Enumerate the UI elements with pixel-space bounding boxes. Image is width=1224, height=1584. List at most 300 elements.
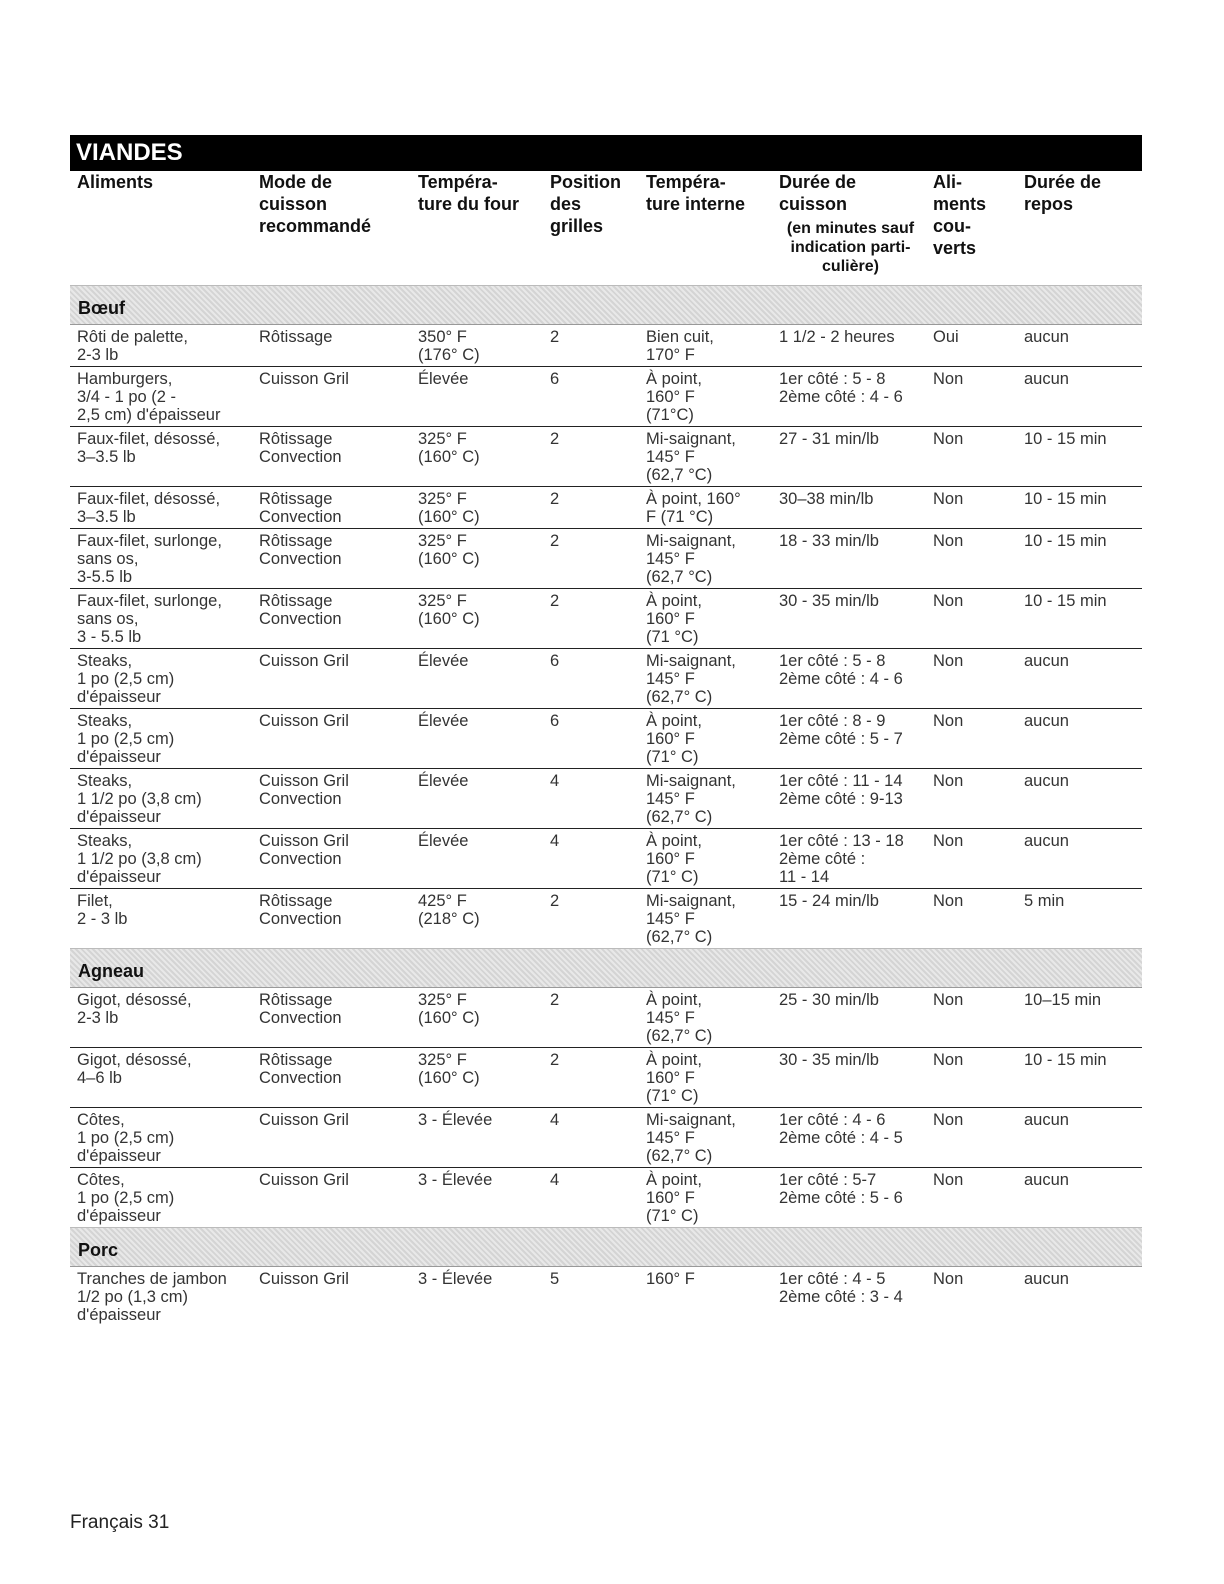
table-cell (411, 367, 543, 427)
cell-line: 4 (550, 832, 560, 850)
cell-line: 325° F (418, 490, 467, 508)
table-title: VIANDES (70, 135, 1142, 171)
cell-line: 160° F (646, 850, 695, 868)
cell-line: 4 (550, 1171, 560, 1189)
cell-line: À point, (646, 1051, 702, 1069)
table-cell (543, 427, 639, 487)
cell-line: Mi-saignant, (646, 892, 736, 910)
cell-line: 1 po (2,5 cm) (77, 730, 175, 748)
cell-line: Non (933, 490, 964, 508)
cell-line: Convection (259, 550, 342, 568)
cell-line: Faux-filet, surlonge, (77, 592, 222, 610)
table-cell (543, 1108, 639, 1168)
cell-line: 10 - 15 min (1024, 592, 1107, 610)
cell-line: 1/2 po (1,3 cm) (77, 1288, 188, 1306)
cell-line: (62,7° C) (646, 1027, 713, 1045)
table-cell (70, 1168, 252, 1228)
cell-line: (160° C) (418, 448, 480, 466)
table-cell (1017, 367, 1142, 427)
section-title: Agneau (70, 948, 1142, 988)
cell-line: 2 (550, 592, 560, 610)
cell-line: Steaks, (77, 772, 133, 790)
column-header-line: cuisson (779, 194, 848, 214)
table-cell (70, 589, 252, 649)
table-cell (252, 649, 411, 709)
table-cell (411, 829, 543, 889)
table-cell (411, 589, 543, 649)
table-cell (1017, 709, 1142, 769)
cell-line: 3-5.5 lb (77, 568, 133, 586)
column-header-line: Durée de (779, 172, 857, 192)
cell-line: 2ème côté : 4 - 5 (779, 1129, 903, 1147)
cell-line: Côtes, (77, 1111, 125, 1129)
table-cell (926, 325, 1017, 367)
table-cell (70, 367, 252, 427)
cell-line: 1 po (2,5 cm) (77, 1189, 175, 1207)
cell-line: 1er côté : 8 - 9 (779, 712, 886, 730)
cell-line: À point, (646, 592, 702, 610)
table-cell (926, 988, 1017, 1048)
column-header (639, 171, 772, 285)
cell-line: 2 (550, 532, 560, 550)
cell-line: (71°C) (646, 406, 694, 424)
column-header (772, 171, 926, 285)
cell-line: d'épaisseur (77, 748, 161, 766)
cell-line: F (71 °C) (646, 508, 714, 526)
cell-line: 1er côté : 11 - 14 (779, 772, 903, 790)
table-cell (1017, 1048, 1142, 1108)
cell-line: Convection (259, 1069, 342, 1087)
table-cell (772, 988, 926, 1048)
table-cell (543, 1168, 639, 1228)
table-cell (772, 709, 926, 769)
cell-line: 325° F (418, 532, 467, 550)
cell-line: 4–6 lb (77, 1069, 122, 1087)
table-cell (70, 427, 252, 487)
cell-line: sans os, (77, 550, 139, 568)
table-cell (772, 1168, 926, 1228)
cell-line: 1er côté : 5-7 (779, 1171, 877, 1189)
cell-line: Gigot, désossé, (77, 991, 192, 1009)
cell-line: Non (933, 1171, 964, 1189)
column-header-line: recommandé (259, 216, 372, 236)
column-header-note-line: indication parti- (790, 239, 911, 256)
cell-line: aucun (1024, 1171, 1069, 1189)
cell-line: 350° F (418, 328, 467, 346)
cell-line: aucun (1024, 712, 1069, 730)
cell-line: Élevée (418, 370, 469, 388)
table-cell (543, 889, 639, 949)
table-row (70, 889, 1142, 949)
table-cell (543, 529, 639, 589)
cell-line: 15 - 24 min/lb (779, 892, 879, 910)
cell-line: Steaks, (77, 712, 133, 730)
cell-line: (62,7 °C) (646, 568, 713, 586)
cell-line: Convection (259, 910, 342, 928)
cell-line: aucun (1024, 832, 1069, 850)
table-cell (639, 325, 772, 367)
cell-line: 1er côté : 4 - 5 (779, 1270, 886, 1288)
table-cell (639, 487, 772, 529)
table-cell (926, 1108, 1017, 1168)
column-header-line: Aliments (77, 172, 154, 192)
cell-line: 2 (550, 490, 560, 508)
table-cell (639, 1048, 772, 1108)
table-cell (252, 529, 411, 589)
meat-cooking-table-container (70, 135, 1142, 1326)
cell-line: (160° C) (418, 610, 480, 628)
cell-line: Non (933, 592, 964, 610)
table-row (70, 1108, 1142, 1168)
cell-line: Non (933, 832, 964, 850)
table-cell (639, 367, 772, 427)
column-header (70, 171, 252, 285)
cell-line: 3 - Élevée (418, 1111, 493, 1129)
table-cell (543, 367, 639, 427)
table-cell (70, 529, 252, 589)
table-row (70, 427, 1142, 487)
cell-line: aucun (1024, 772, 1069, 790)
section-header-row (70, 1227, 1142, 1267)
table-cell (639, 529, 772, 589)
cell-line: Non (933, 430, 964, 448)
cell-line: Convection (259, 448, 342, 466)
cell-line: Rôtissage (259, 592, 333, 610)
cell-line: 2ème côté : 9-13 (779, 790, 903, 808)
cell-line: (160° C) (418, 1069, 480, 1087)
cell-line: Cuisson Gril (259, 712, 349, 730)
cell-line: Cuisson Gril (259, 832, 349, 850)
cell-line: Non (933, 892, 964, 910)
table-cell (1017, 769, 1142, 829)
table-cell (411, 487, 543, 529)
cell-line: aucun (1024, 1270, 1069, 1288)
cell-line: 6 (550, 712, 560, 730)
table-row (70, 325, 1142, 367)
cell-line: (62,7° C) (646, 688, 713, 706)
cell-line: Non (933, 1051, 964, 1069)
table-cell (772, 829, 926, 889)
cell-line: Mi-saignant, (646, 532, 736, 550)
table-row (70, 589, 1142, 649)
table-cell (411, 325, 543, 367)
cell-line: d'épaisseur (77, 1207, 161, 1225)
cell-line: À point, (646, 370, 702, 388)
table-cell (70, 1048, 252, 1108)
cell-line: Élevée (418, 652, 469, 670)
cell-line: (62,7° C) (646, 1147, 713, 1165)
cell-line: Mi-saignant, (646, 772, 736, 790)
table-cell (543, 487, 639, 529)
cell-line: 3–3.5 lb (77, 508, 136, 526)
table-cell (252, 1267, 411, 1326)
table-cell (70, 988, 252, 1048)
cell-line: 6 (550, 370, 560, 388)
meat-cooking-table (70, 171, 1142, 1326)
section-title: Bœuf (70, 285, 1142, 325)
cell-line: Convection (259, 610, 342, 628)
column-header (543, 171, 639, 285)
cell-line: Non (933, 712, 964, 730)
cell-line: 1er côté : 5 - 8 (779, 652, 886, 670)
cell-line: 10 - 15 min (1024, 430, 1107, 448)
cell-line: Mi-saignant, (646, 1111, 736, 1129)
section-header-cell (70, 285, 1142, 325)
table-cell (1017, 1108, 1142, 1168)
table-cell (70, 709, 252, 769)
table-cell (1017, 829, 1142, 889)
cell-line: 145° F (646, 448, 695, 466)
table-cell (252, 709, 411, 769)
cell-line: 10 - 15 min (1024, 1051, 1107, 1069)
cell-line: d'épaisseur (77, 808, 161, 826)
table-cell (926, 1267, 1017, 1326)
cell-line: 2ème côté : 3 - 4 (779, 1288, 903, 1306)
cell-line: Gigot, désossé, (77, 1051, 192, 1069)
cell-line: 1er côté : 4 - 6 (779, 1111, 886, 1129)
table-cell (252, 1048, 411, 1108)
cell-line: 6 (550, 652, 560, 670)
table-cell (1017, 487, 1142, 529)
table-row (70, 367, 1142, 427)
cell-line: 145° F (646, 550, 695, 568)
table-cell (70, 889, 252, 949)
table-cell (1017, 589, 1142, 649)
cell-line: Non (933, 991, 964, 1009)
table-row (70, 649, 1142, 709)
table-cell (411, 769, 543, 829)
table-cell (1017, 427, 1142, 487)
cell-line: Hamburgers, (77, 370, 173, 388)
cell-line: Faux-filet, désossé, (77, 490, 221, 508)
cell-line: Cuisson Gril (259, 1171, 349, 1189)
table-cell (252, 325, 411, 367)
column-header-line: cuisson (259, 194, 328, 214)
cell-line: d'épaisseur (77, 1306, 161, 1324)
table-cell (926, 1168, 1017, 1228)
table-cell (70, 325, 252, 367)
cell-line: Faux-filet, surlonge, (77, 532, 222, 550)
cell-line: 160° F (646, 610, 695, 628)
cell-line: (176° C) (418, 346, 480, 364)
cell-line: 1 1/2 po (3,8 cm) (77, 850, 202, 868)
cell-line: Mi-saignant, (646, 430, 736, 448)
table-cell (639, 769, 772, 829)
section-title: Porc (70, 1227, 1142, 1267)
table-row (70, 988, 1142, 1048)
column-header-line: Durée de (1024, 172, 1102, 192)
cell-line: Convection (259, 850, 342, 868)
cell-line: aucun (1024, 328, 1069, 346)
table-cell (252, 589, 411, 649)
cell-line: 145° F (646, 1009, 695, 1027)
cell-line: 325° F (418, 1051, 467, 1069)
cell-line: 1 po (2,5 cm) (77, 670, 175, 688)
cell-line: 3–3.5 lb (77, 448, 136, 466)
cell-line: 2 (550, 892, 560, 910)
column-header-line: Tempéra- (646, 172, 726, 192)
cell-line: 2-3 lb (77, 1009, 119, 1027)
cell-line: Tranches de jambon (77, 1270, 227, 1288)
table-cell (1017, 529, 1142, 589)
cell-line: 2ème côté : 4 - 6 (779, 388, 903, 406)
cell-line: Rôtissage (259, 991, 333, 1009)
table-cell (543, 1048, 639, 1108)
cell-line: Non (933, 370, 964, 388)
section-header-row (70, 285, 1142, 325)
column-header (926, 171, 1017, 285)
table-cell (70, 649, 252, 709)
cell-line: Faux-filet, désossé, (77, 430, 221, 448)
table-cell (1017, 649, 1142, 709)
cell-line: Non (933, 1270, 964, 1288)
cell-line: Non (933, 1111, 964, 1129)
cell-line: (71° C) (646, 748, 699, 766)
table-cell (411, 529, 543, 589)
cell-line: 145° F (646, 670, 695, 688)
cell-line: À point, (646, 712, 702, 730)
cell-line: 1 1/2 - 2 heures (779, 328, 895, 346)
table-cell (772, 427, 926, 487)
cell-line: 2 (550, 328, 560, 346)
table-cell (411, 1108, 543, 1168)
table-cell (639, 988, 772, 1048)
table-cell (772, 649, 926, 709)
cell-line: 2ème côté : (779, 850, 866, 868)
table-cell (639, 709, 772, 769)
cell-line: Steaks, (77, 832, 133, 850)
cell-line: Filet, (77, 892, 113, 910)
table-row (70, 709, 1142, 769)
table-cell (639, 1108, 772, 1168)
cell-line: 2 (550, 430, 560, 448)
table-cell (926, 649, 1017, 709)
cell-line: À point, (646, 1171, 702, 1189)
table-row (70, 769, 1142, 829)
table-cell (543, 649, 639, 709)
table-cell (543, 709, 639, 769)
cell-line: Non (933, 652, 964, 670)
cell-line: 5 min (1024, 892, 1065, 910)
cell-line: 10 - 15 min (1024, 490, 1107, 508)
cell-line: (160° C) (418, 508, 480, 526)
cell-line: 2ème côté : 4 - 6 (779, 670, 903, 688)
column-header-note-line: culière) (822, 258, 879, 275)
table-cell (70, 769, 252, 829)
table-cell (543, 589, 639, 649)
cell-line: Steaks, (77, 652, 133, 670)
cell-line: Rôtissage (259, 892, 333, 910)
cell-line: Rôti de palette, (77, 328, 188, 346)
cell-line: 3 - Élevée (418, 1270, 493, 1288)
cell-line: 3 - Élevée (418, 1171, 493, 1189)
table-cell (772, 589, 926, 649)
cell-line: 1er côté : 5 - 8 (779, 370, 886, 388)
cell-line: 10–15 min (1024, 991, 1102, 1009)
cell-line: Mi-saignant, (646, 652, 736, 670)
cell-line: Rôtissage (259, 532, 333, 550)
cell-line: Cuisson Gril (259, 370, 349, 388)
cell-line: Convection (259, 790, 342, 808)
cell-line: d'épaisseur (77, 688, 161, 706)
table-cell (252, 1168, 411, 1228)
table-cell (543, 988, 639, 1048)
table-row (70, 529, 1142, 589)
cell-line: 325° F (418, 592, 467, 610)
cell-line: aucun (1024, 1111, 1069, 1129)
table-cell (926, 1048, 1017, 1108)
table-cell (411, 1267, 543, 1326)
table-cell (772, 1108, 926, 1168)
table-cell (772, 325, 926, 367)
table-cell (926, 427, 1017, 487)
table-cell (639, 1168, 772, 1228)
cell-line: 145° F (646, 910, 695, 928)
section-header-cell (70, 948, 1142, 988)
table-cell (639, 1267, 772, 1326)
cell-line: 10 - 15 min (1024, 532, 1107, 550)
cell-line: 160° F (646, 388, 695, 406)
cell-line: 2ème côté : 5 - 6 (779, 1189, 903, 1207)
table-cell (411, 649, 543, 709)
cell-line: Cuisson Gril (259, 652, 349, 670)
cell-line: (160° C) (418, 550, 480, 568)
cell-line: À point, 160° (646, 490, 741, 508)
table-cell (772, 769, 926, 829)
table-cell (252, 769, 411, 829)
cell-line: (71° C) (646, 1087, 699, 1105)
cell-line: 3/4 - 1 po (2 - (77, 388, 177, 406)
cell-line: 11 - 14 (779, 868, 830, 886)
cell-line: 27 - 31 min/lb (779, 430, 879, 448)
table-row (70, 1267, 1142, 1326)
cell-line: Convection (259, 1009, 342, 1027)
cell-line: 2,5 cm) d'épaisseur (77, 406, 221, 424)
table-cell (1017, 1267, 1142, 1326)
cell-line: 30 - 35 min/lb (779, 1051, 879, 1069)
table-cell (772, 1048, 926, 1108)
column-header-note-line: (en minutes sauf (786, 220, 915, 237)
cell-line: 2ème côté : 5 - 7 (779, 730, 903, 748)
cell-line: Côtes, (77, 1171, 125, 1189)
cell-line: 160° F (646, 1270, 695, 1288)
table-cell (543, 325, 639, 367)
cell-line: Rôtissage (259, 1051, 333, 1069)
cell-line: 325° F (418, 991, 467, 1009)
column-header (1017, 171, 1142, 285)
table-cell (70, 829, 252, 889)
table-cell (926, 889, 1017, 949)
cell-line: 2 (550, 1051, 560, 1069)
table-cell (926, 487, 1017, 529)
table-row (70, 829, 1142, 889)
header-row (70, 171, 1142, 285)
column-header-line: Position (550, 172, 621, 192)
table-cell (639, 889, 772, 949)
table-cell (1017, 988, 1142, 1048)
cell-line: 2 (550, 991, 560, 1009)
table-row (70, 1048, 1142, 1108)
column-header (252, 171, 411, 285)
table-cell (639, 829, 772, 889)
cell-line: sans os, (77, 610, 139, 628)
cell-line: Oui (933, 328, 959, 346)
cell-line: 3 - 5.5 lb (77, 628, 142, 646)
cell-line: (218° C) (418, 910, 480, 928)
cell-line: 25 - 30 min/lb (779, 991, 879, 1009)
cell-line: d'épaisseur (77, 1147, 161, 1165)
cell-line: Cuisson Gril (259, 1270, 349, 1288)
